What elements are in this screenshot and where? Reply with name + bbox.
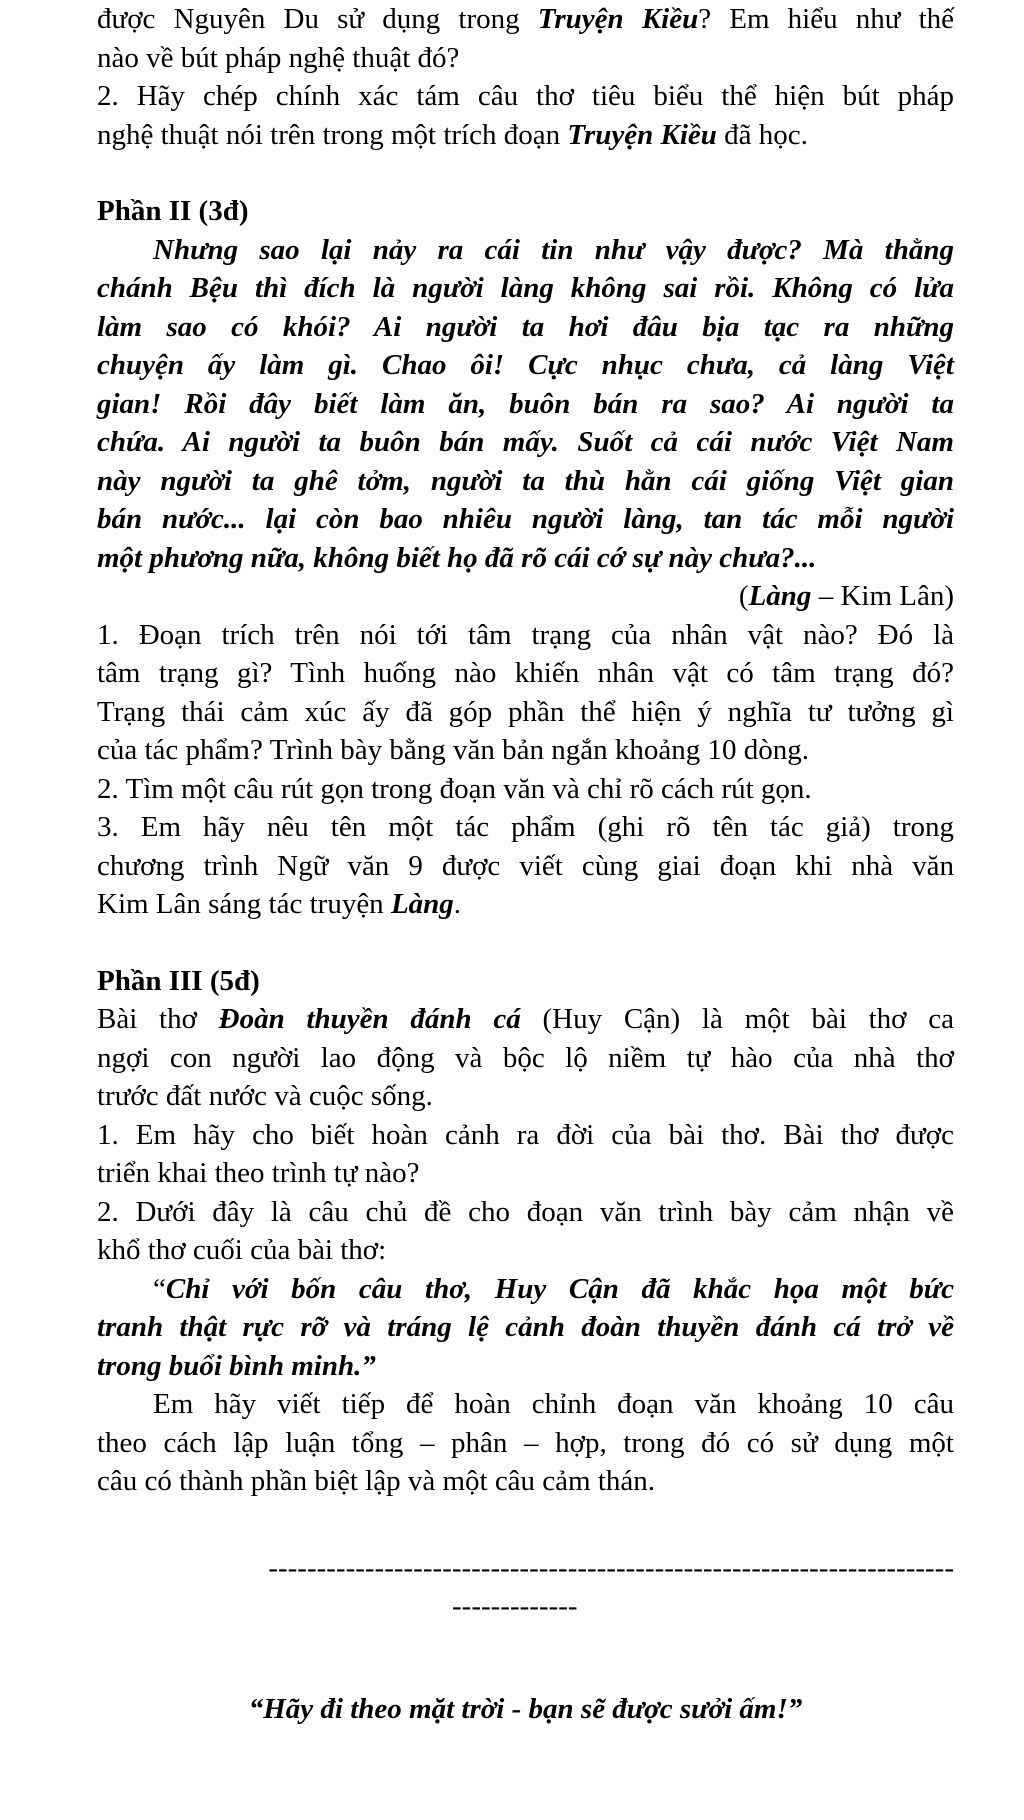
part3-intro-line: trước đất nước và cuộc sống.: [97, 1080, 433, 1112]
part2-q1-line: của tác phẩm? Trình bày bằng văn bản ngắn khoảng 10 dòng.: [97, 734, 809, 766]
task-line: theo cách lập luận tổng – phân – hợp, trong đó có sử dụng một: [97, 1426, 954, 1459]
part1-q1-end-line1: [97, 0, 954, 39]
work-title: Đoàn thuyền đánh cá: [218, 1003, 521, 1035]
excerpt-line: chuyện ấy làm gì. Chao ôi! Cực nhục chưa, cả làng Việt: [97, 349, 954, 381]
text-run: nghệ thuật nói trên trong một trích đoạn: [97, 118, 568, 151]
divider-dashes-short: -------------: [452, 1590, 578, 1622]
closing-motto: “Hãy đi theo mặt trời - bạn sẽ được sưởi ấm!”: [248, 1692, 803, 1725]
spacer: [97, 924, 954, 962]
topic-sentence-line: trong buổi bình minh.”: [97, 1349, 376, 1382]
part3-q1-line: 1. Em hãy cho biết hoàn cảnh ra đời của bài thơ. Bài thơ được: [97, 1118, 954, 1151]
work-title: Làng: [390, 888, 454, 920]
spacer: [97, 1626, 954, 1690]
text-run: được Nguyên Du sử dụng trong: [97, 3, 538, 35]
part3-intro-line: [97, 1000, 954, 1039]
part3-heading: Phần III (5đ): [97, 964, 260, 997]
excerpt-source: [97, 577, 954, 616]
text-run: “: [153, 1272, 166, 1305]
divider-dashes: -----------------------------------------------------------------------: [268, 1551, 954, 1584]
part1-q1-end-line2: nào về bút pháp nghệ thuật đó?: [97, 41, 460, 74]
excerpt-line: một phương nữa, không biết họ đã rõ cái cớ sự này chưa?...: [97, 541, 817, 574]
excerpt-line: chứa. Ai người ta buôn bán mấy. Suốt cả cái nước Việt Nam: [97, 426, 954, 458]
excerpt-line: chánh Bệu thì đích là người làng không sai rồi. Không có lửa: [97, 272, 954, 304]
part2-q2: 2. Tìm một câu rút gọn trong đoạn văn và chỉ rõ cách rút gọn.: [97, 772, 812, 805]
part3-q1-line: triển khai theo trình tự nào?: [97, 1157, 420, 1189]
excerpt-line: này người ta ghê tởm, người ta thù hằn cái giống Việt gian: [97, 464, 954, 497]
part1-q2-line1: 2. Hãy chép chính xác tám câu thơ tiêu biểu thể hiện bút pháp: [97, 80, 954, 112]
excerpt-line: làm sao có khói? Ai người ta hơi đâu bịa tạc ra những: [97, 310, 954, 343]
text-run: ? Em hiểu như thế: [698, 3, 954, 35]
part2-heading: Phần II (3đ): [97, 195, 249, 227]
text-run: – Kim Lân): [811, 580, 954, 612]
excerpt-line: Nhưng sao lại nảy ra cái tin như vậy được? Mà thằng: [153, 233, 954, 266]
part3-q2-line: 2. Dưới đây là câu chủ đề cho đoạn văn trình bày cảm nhận về: [97, 1195, 954, 1228]
part3-q2-line: khổ thơ cuối của bài thơ:: [97, 1234, 387, 1266]
excerpt-line: bán nước... lại còn bao nhiêu người làng, tan tác mỗi người: [97, 503, 954, 535]
work-title: Làng: [748, 580, 812, 612]
excerpt-line: gian! Rồi đây biết làm ăn, buôn bán ra sao? Ai người ta: [97, 387, 954, 420]
exam-page: [97, 0, 954, 1728]
text-run: (: [738, 580, 749, 612]
spacer: [97, 1501, 954, 1549]
part2-q1-line: tâm trạng gì? Tình huống nào khiến nhân vật có tâm trạng đó?: [97, 657, 954, 689]
text-run: Kim Lân sáng tác truyện: [97, 888, 391, 920]
part2-q3-line: chương trình Ngữ văn 9 được viết cùng giai đoạn khi nhà văn: [97, 849, 954, 882]
text-run: Chỉ với bốn câu thơ, Huy Cận đã khắc họa một bức: [165, 1272, 954, 1305]
text-run: .: [453, 888, 462, 920]
part2-q1-line: Trạng thái cảm xúc ấy đã góp phần thể hiện ý nghĩa tư tưởng gì: [97, 695, 954, 728]
task-line: Em hãy viết tiếp để hoàn chỉnh đoạn văn khoảng 10 câu: [153, 1388, 954, 1420]
part1-q2-line2: [97, 116, 954, 155]
part2-q1-line: 1. Đoạn trích trên nói tới tâm trạng của nhân vật nào? Đó là: [97, 618, 954, 651]
text-run: đã học.: [716, 118, 808, 151]
work-title: Truyện Kiều: [537, 3, 699, 35]
part3-intro-line: ngợi con người lao động và bộc lộ niềm tự hào của nhà thơ: [97, 1041, 954, 1074]
topic-sentence-line: tranh thật rực rỡ và tráng lệ cảnh đoàn thuyền đánh cá trở về: [97, 1311, 954, 1343]
text-run: Bài thơ: [97, 1003, 219, 1035]
topic-sentence-line: [97, 1270, 954, 1309]
task-line: câu có thành phần biệt lập và một câu cảm thán.: [97, 1465, 656, 1497]
text-run: (Huy Cận) là một bài thơ ca: [520, 1003, 954, 1035]
part2-q3-line: [97, 885, 954, 924]
work-title: Truyện Kiều: [567, 118, 717, 151]
part2-q3-line: 3. Em hãy nêu tên một tác phẩm (ghi rõ tên tác giả) trong: [97, 811, 954, 843]
spacer: [97, 154, 954, 192]
